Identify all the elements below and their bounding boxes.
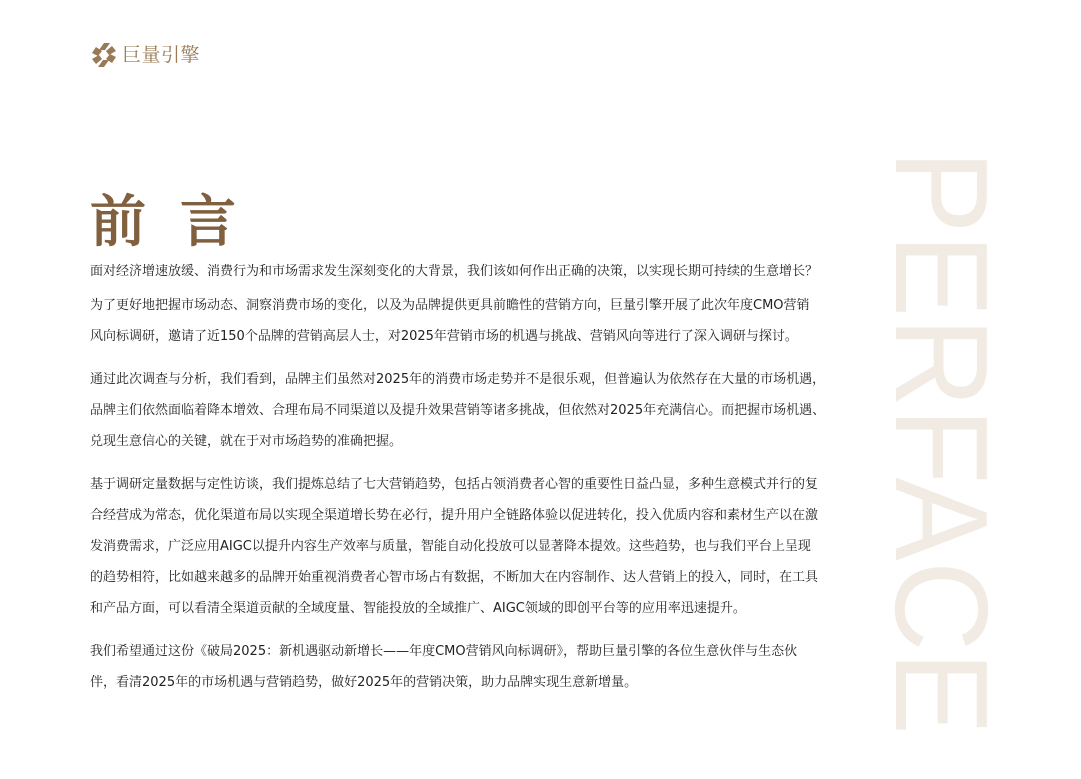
paragraph-3: 通过此次调查与分析，我们看到，品牌主们虽然对2025年的消费市场走势并不是很乐观，但普遍认为依然存在大量的市场机遇， 品牌主们依然面临着降本增效、合理布局不同渠道以及提升效果营销等诸多挑战，但依然对2025年充满信心。而把握市场机遇、 兑现生意信心的关键，就在于对市场趋势的准确把握。 (90, 372, 826, 449)
paragraph-2: 为了更好地把握市场动态、洞察消费市场的变化，以及为品牌提供更具前瞻性的营销方向，巨量引擎开展了此次年度CMO营销 风向标调研，邀请了近150个品牌的营销高层人士，对2025年营销市场的机遇与挑战、营销风向等进行了深入调研与探讨。 (90, 298, 810, 344)
brand-name: 巨量引擎 (122, 44, 201, 66)
paragraph-5: 我们希望通过这份《破局2025：新机遇驱动新增长——年度CMO营销风向标调研》，帮助巨量引擎的各位生意伙伴与生态伙 伴，看清2025年的市场机遇与营销趋势，做好2025年的营销决策，助力品牌实现生意新增量。 (90, 644, 798, 690)
paragraph-1: 面对经济增速放缓、消费行为和市场需求发生深刻变化的大背景，我们该如何作出正确的决策，以实现长期可持续的生意增长？ (90, 264, 819, 279)
page-title: 前言 (90, 189, 270, 255)
paragraph-4: 基于调研定量数据与定性访谈，我们提炼总结了七大营销趋势，包括占领消费者心智的重要性日益凸显，多种生意模式并行的复 合经营成为常态，优化渠道布局以实现全渠道增长势在必行，提升用户全链路体验以促进转化，投入优质内容和素材生产以在激 发消费需求，广泛应用AIGC以提升内容生产效率与质量，智能自动化投放可以显著降本提效。这些趋势，也与我们平台上呈现 的趋势相符，比如越来越多的品牌开始重视消费者心智市场占有数据，不断加大在内容制作、达人营销上的投入，同时，在工具 和产品方面，可以看清全渠道贡献的全域度量、智能投放的全域推广、AIGC领域的即创平台等的应用率迅速提升。 (90, 477, 819, 616)
preface-body (90, 256, 848, 710)
side-word-text: PERFACE (868, 150, 1015, 767)
brand-logo (90, 40, 200, 70)
side-decorative-word (868, 150, 1015, 767)
brand-logo-icon (90, 41, 118, 69)
